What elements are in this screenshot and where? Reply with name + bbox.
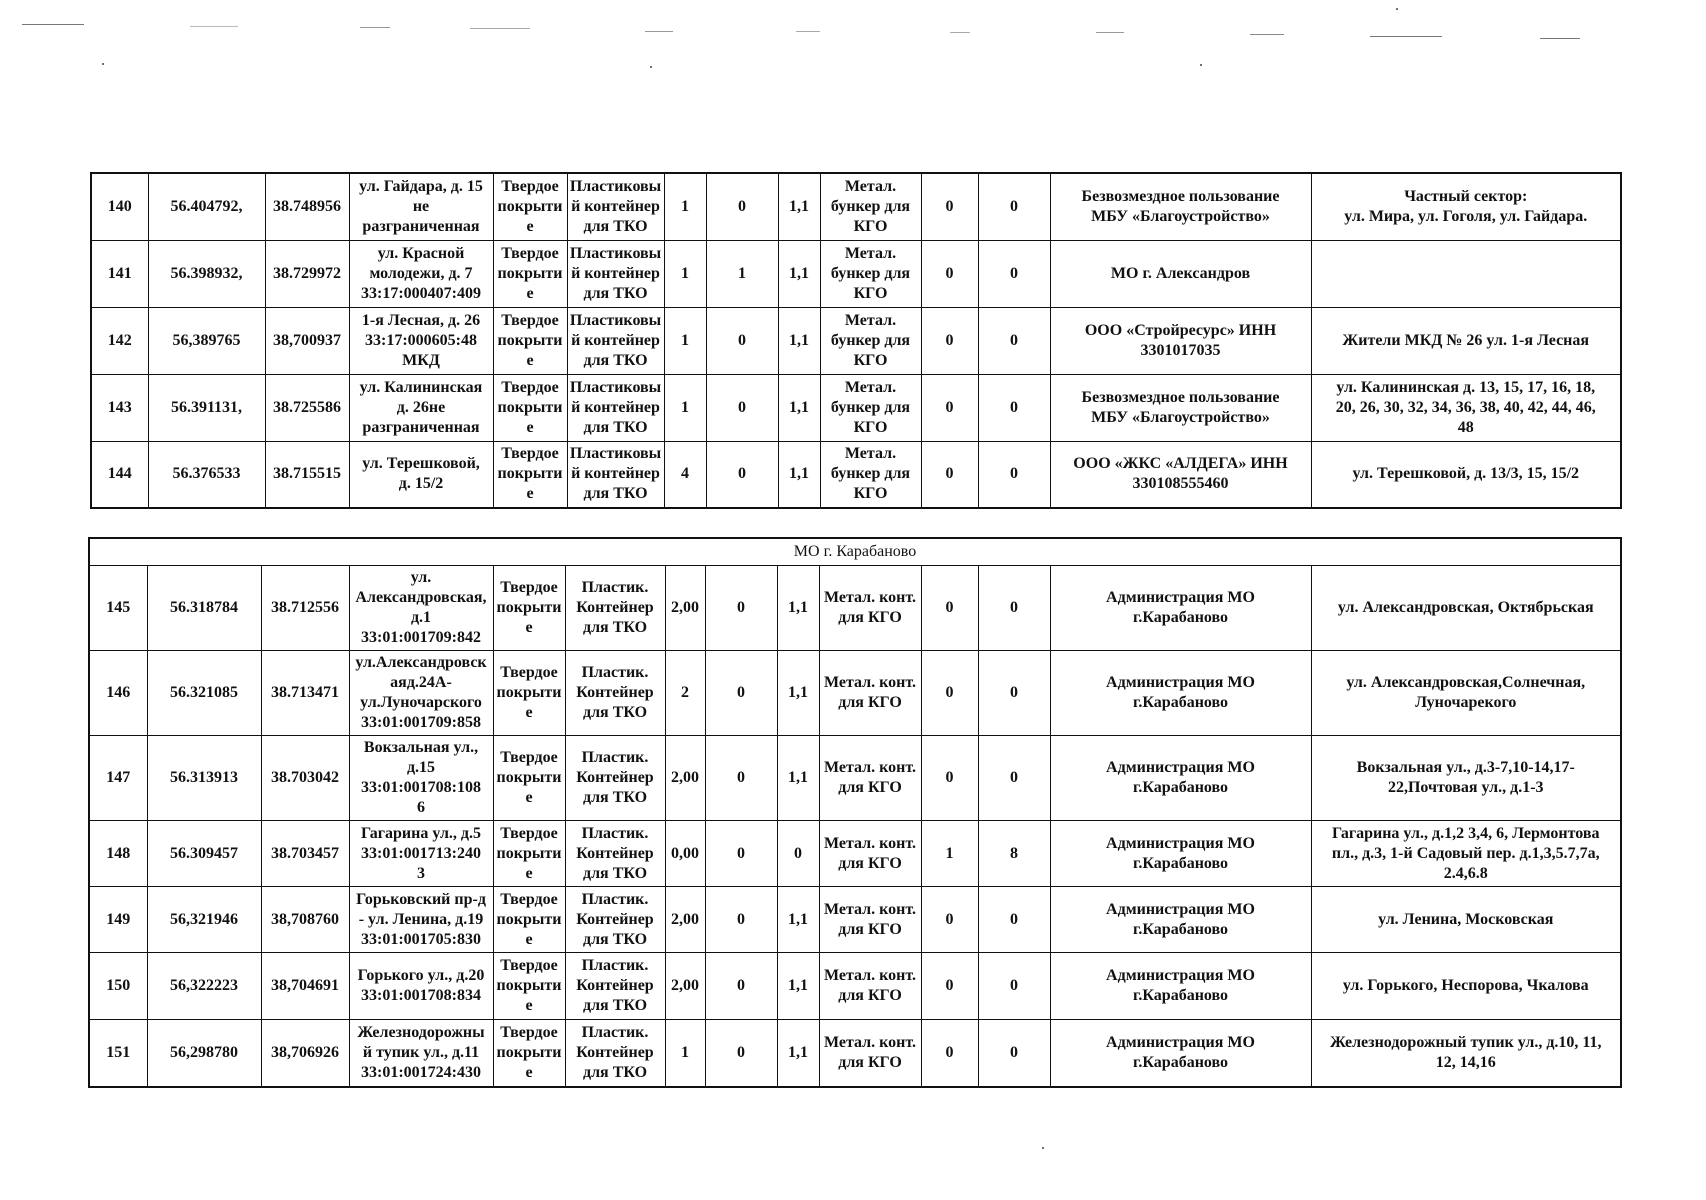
bulky-waste-volume-cell: 0 bbox=[978, 441, 1050, 508]
surface-type-cell: Твердое покрыти е bbox=[493, 821, 565, 887]
table-row bbox=[89, 566, 1621, 651]
planned-count-cell: 0 bbox=[705, 1020, 777, 1087]
surface-type-cell: Твердое покрыти е bbox=[493, 173, 567, 240]
planned-count-cell: 0 bbox=[705, 736, 777, 821]
container-type-cell: Пластиковы й контейнер для ТКО bbox=[567, 307, 664, 374]
address-cell: ул. Александровская, д.1 33:01:001709:842 bbox=[349, 566, 493, 651]
waste-sources-cell: Гагарина ул., д.1,2 3,4, 6, Лермонтова пл., д.3, 1-й Садовый пер. д.1,3,5.7,7а, 2.4,6.8 bbox=[1311, 821, 1621, 887]
bulky-waste-container-cell: Метал. бункер для КГО bbox=[820, 374, 921, 441]
scan-artifact bbox=[360, 27, 390, 28]
scan-artifact bbox=[1096, 32, 1124, 33]
planned-count-cell: 1 bbox=[706, 240, 778, 307]
longitude-cell: 38.713471 bbox=[261, 651, 349, 736]
container-count-cell: 1 bbox=[665, 1020, 705, 1087]
latitude-cell: 56,389765 bbox=[148, 307, 265, 374]
planned-count-cell: 0 bbox=[705, 887, 777, 953]
latitude-cell: 56,298780 bbox=[147, 1020, 261, 1087]
longitude-cell: 38,704691 bbox=[261, 953, 349, 1020]
waste-sources-cell: ул. Ленина, Московская bbox=[1311, 887, 1621, 953]
owner-cell: Администрация МО г.Карабаново bbox=[1050, 1020, 1311, 1087]
container-volume-cell: 0 bbox=[777, 821, 819, 887]
container-type-cell: Пластик. Контейнер для ТКО bbox=[565, 953, 665, 1020]
address-cell: ул. Красной молодежи, д. 7 33:17:000407:409 bbox=[349, 240, 493, 307]
planned-count-cell: 0 bbox=[706, 173, 778, 240]
longitude-cell: 38.715515 bbox=[265, 441, 349, 508]
bulky-waste-container-cell: Метал. конт. для КГО bbox=[819, 887, 921, 953]
planned-count-cell: 0 bbox=[705, 953, 777, 1020]
bulky-waste-container-cell: Метал. бункер для КГО bbox=[820, 173, 921, 240]
container-count-cell: 2,00 bbox=[665, 953, 705, 1020]
bulky-waste-volume-cell: 0 bbox=[978, 953, 1050, 1020]
latitude-cell: 56.309457 bbox=[147, 821, 261, 887]
row-number-cell: 151 bbox=[89, 1020, 147, 1087]
container-type-cell: Пластик. Контейнер для ТКО bbox=[565, 887, 665, 953]
container-type-cell: Пластик. Контейнер для ТКО bbox=[565, 651, 665, 736]
registry-table-karabanovo bbox=[88, 537, 1622, 1088]
registry-table-body bbox=[91, 173, 1621, 508]
table-row bbox=[91, 441, 1621, 508]
container-count-cell: 1 bbox=[664, 374, 706, 441]
table-row bbox=[89, 651, 1621, 736]
bulky-waste-container-cell: Метал. бункер для КГО bbox=[820, 441, 921, 508]
container-volume-cell: 1,1 bbox=[777, 887, 819, 953]
address-cell: 1-я Лесная, д. 26 33:17:000605:48 МКД bbox=[349, 307, 493, 374]
address-cell: Горького ул., д.20 33:01:001708:834 bbox=[349, 953, 493, 1020]
container-volume-cell: 1,1 bbox=[778, 173, 820, 240]
latitude-cell: 56.404792, bbox=[148, 173, 265, 240]
surface-type-cell: Твердое покрыти е bbox=[493, 566, 565, 651]
table-row bbox=[89, 1020, 1621, 1087]
waste-sources-cell: Вокзальная ул., д.3-7,10-14,17- 22,Почтовая ул., д.1-3 bbox=[1311, 736, 1621, 821]
longitude-cell: 38,708760 bbox=[261, 887, 349, 953]
planned-count-cell: 0 bbox=[706, 441, 778, 508]
planned-count-cell: 0 bbox=[706, 307, 778, 374]
row-number-cell: 147 bbox=[89, 736, 147, 821]
address-cell: Вокзальная ул., д.15 33:01:001708:108 6 bbox=[349, 736, 493, 821]
section-header-row bbox=[89, 538, 1621, 566]
waste-sources-cell bbox=[1311, 240, 1621, 307]
row-number-cell: 146 bbox=[89, 651, 147, 736]
scan-artifact bbox=[1370, 36, 1442, 37]
container-count-cell: 1 bbox=[664, 240, 706, 307]
scan-artifact bbox=[1250, 34, 1284, 35]
latitude-cell: 56.321085 bbox=[147, 651, 261, 736]
owner-cell: Администрация МО г.Карабаново bbox=[1050, 887, 1311, 953]
owner-cell: Администрация МО г.Карабаново bbox=[1050, 736, 1311, 821]
longitude-cell: 38,706926 bbox=[261, 1020, 349, 1087]
bulky-waste-container-cell: Метал. конт. для КГО bbox=[819, 651, 921, 736]
latitude-cell: 56.398932, bbox=[148, 240, 265, 307]
row-number-cell: 144 bbox=[91, 441, 148, 508]
row-number-cell: 140 bbox=[91, 173, 148, 240]
waste-sources-cell: Частный сектор: ул. Мира, ул. Гоголя, ул. Гайдара. bbox=[1311, 173, 1621, 240]
container-count-cell: 2,00 bbox=[665, 736, 705, 821]
bulky-waste-count-cell: 0 bbox=[921, 566, 978, 651]
address-cell: ул. Терешковой, д. 15/2 bbox=[349, 441, 493, 508]
container-type-cell: Пластик. Контейнер для ТКО bbox=[565, 1020, 665, 1087]
scan-artifact bbox=[650, 66, 652, 68]
scan-artifact bbox=[1396, 8, 1398, 10]
container-volume-cell: 1,1 bbox=[777, 1020, 819, 1087]
bulky-waste-count-cell: 0 bbox=[921, 240, 978, 307]
scan-artifact bbox=[102, 63, 104, 65]
scan-artifact bbox=[796, 31, 820, 32]
latitude-cell: 56,322223 bbox=[147, 953, 261, 1020]
owner-cell: Безвозмездное пользование МБУ «Благоустройство» bbox=[1050, 374, 1311, 441]
latitude-cell: 56.391131, bbox=[148, 374, 265, 441]
registry-table-body bbox=[89, 538, 1621, 1087]
bulky-waste-volume-cell: 0 bbox=[978, 566, 1050, 651]
container-count-cell: 1 bbox=[664, 173, 706, 240]
bulky-waste-count-cell: 0 bbox=[921, 374, 978, 441]
table-row bbox=[89, 953, 1621, 1020]
bulky-waste-volume-cell: 0 bbox=[978, 887, 1050, 953]
scan-artifact bbox=[1042, 1147, 1044, 1149]
bulky-waste-container-cell: Метал. конт. для КГО bbox=[819, 953, 921, 1020]
surface-type-cell: Твердое покрыти е bbox=[493, 1020, 565, 1087]
latitude-cell: 56,321946 bbox=[147, 887, 261, 953]
bulky-waste-count-cell: 1 bbox=[921, 821, 978, 887]
container-count-cell: 2,00 bbox=[665, 887, 705, 953]
bulky-waste-volume-cell: 0 bbox=[978, 736, 1050, 821]
bulky-waste-volume-cell: 0 bbox=[978, 374, 1050, 441]
container-count-cell: 4 bbox=[664, 441, 706, 508]
longitude-cell: 38.703457 bbox=[261, 821, 349, 887]
address-cell: ул.Александровск аяд.24А- ул.Луночарского 33:01:001709:858 bbox=[349, 651, 493, 736]
planned-count-cell: 0 bbox=[705, 566, 777, 651]
container-volume-cell: 1,1 bbox=[778, 374, 820, 441]
bulky-waste-volume-cell: 0 bbox=[978, 240, 1050, 307]
table-row bbox=[89, 887, 1621, 953]
surface-type-cell: Твердое покрыти е bbox=[493, 441, 567, 508]
container-type-cell: Пластиковы й контейнер для ТКО bbox=[567, 240, 664, 307]
latitude-cell: 56.376533 bbox=[148, 441, 265, 508]
surface-type-cell: Твердое покрыти е bbox=[493, 736, 565, 821]
scan-artifact bbox=[22, 24, 84, 25]
bulky-waste-count-cell: 0 bbox=[921, 173, 978, 240]
latitude-cell: 56.318784 bbox=[147, 566, 261, 651]
row-number-cell: 149 bbox=[89, 887, 147, 953]
planned-count-cell: 0 bbox=[706, 374, 778, 441]
container-volume-cell: 1,1 bbox=[777, 736, 819, 821]
bulky-waste-volume-cell: 0 bbox=[978, 651, 1050, 736]
container-volume-cell: 1,1 bbox=[777, 566, 819, 651]
bulky-waste-count-cell: 0 bbox=[921, 1020, 978, 1087]
bulky-waste-count-cell: 0 bbox=[921, 887, 978, 953]
owner-cell: Администрация МО г.Карабаново bbox=[1050, 821, 1311, 887]
surface-type-cell: Твердое покрыти е bbox=[493, 651, 565, 736]
longitude-cell: 38,700937 bbox=[265, 307, 349, 374]
scan-artifact bbox=[190, 26, 238, 27]
bulky-waste-container-cell: Метал. бункер для КГО bbox=[820, 240, 921, 307]
container-volume-cell: 1,1 bbox=[778, 441, 820, 508]
owner-cell: Безвозмездное пользование МБУ «Благоустройство» bbox=[1050, 173, 1311, 240]
scan-artifact bbox=[645, 31, 673, 32]
container-type-cell: Пластиковы й контейнер для ТКО bbox=[567, 441, 664, 508]
container-volume-cell: 1,1 bbox=[778, 307, 820, 374]
bulky-waste-count-cell: 0 bbox=[921, 736, 978, 821]
bulky-waste-container-cell: Метал. конт. для КГО bbox=[819, 736, 921, 821]
bulky-waste-count-cell: 0 bbox=[921, 441, 978, 508]
address-cell: Горьковский пр-д - ул. Ленина, д.19 33:01:001705:830 bbox=[349, 887, 493, 953]
waste-sources-cell: Жители МКД № 26 ул. 1-я Лесная bbox=[1311, 307, 1621, 374]
row-number-cell: 143 bbox=[91, 374, 148, 441]
container-volume-cell: 1,1 bbox=[778, 240, 820, 307]
owner-cell: Администрация МО г.Карабаново bbox=[1050, 953, 1311, 1020]
bulky-waste-count-cell: 0 bbox=[921, 651, 978, 736]
scan-artifact bbox=[470, 28, 530, 29]
longitude-cell: 38.729972 bbox=[265, 240, 349, 307]
container-type-cell: Пластик. Контейнер для ТКО bbox=[565, 821, 665, 887]
bulky-waste-container-cell: Метал. конт. для КГО bbox=[819, 566, 921, 651]
container-type-cell: Пластиковы й контейнер для ТКО bbox=[567, 374, 664, 441]
bulky-waste-count-cell: 0 bbox=[921, 307, 978, 374]
surface-type-cell: Твердое покрыти е bbox=[493, 240, 567, 307]
bulky-waste-container-cell: Метал. конт. для КГО bbox=[819, 821, 921, 887]
table-row bbox=[89, 736, 1621, 821]
waste-sources-cell: ул. Калининская д. 13, 15, 17, 16, 18, 20, 26, 30, 32, 34, 36, 38, 40, 42, 44, 46, 48 bbox=[1311, 374, 1621, 441]
container-count-cell: 0,00 bbox=[665, 821, 705, 887]
row-number-cell: 148 bbox=[89, 821, 147, 887]
bulky-waste-volume-cell: 0 bbox=[978, 1020, 1050, 1087]
scan-artifact bbox=[950, 32, 970, 33]
container-type-cell: Пластиковы й контейнер для ТКО bbox=[567, 173, 664, 240]
row-number-cell: 145 bbox=[89, 566, 147, 651]
surface-type-cell: Твердое покрыти е bbox=[493, 307, 567, 374]
address-cell: ул. Калининская д. 26не разграниченная bbox=[349, 374, 493, 441]
longitude-cell: 38.725586 bbox=[265, 374, 349, 441]
planned-count-cell: 0 bbox=[705, 651, 777, 736]
table-row bbox=[91, 173, 1621, 240]
scan-artifact bbox=[1200, 64, 1202, 66]
waste-sources-cell: ул. Александровская,Солнечная, Луночарекого bbox=[1311, 651, 1621, 736]
table-row bbox=[89, 821, 1621, 887]
waste-sources-cell: ул. Терешковой, д. 13/3, 15, 15/2 bbox=[1311, 441, 1621, 508]
owner-cell: ООО «Стройресурс» ИНН 3301017035 bbox=[1050, 307, 1311, 374]
container-volume-cell: 1,1 bbox=[777, 651, 819, 736]
container-count-cell: 2,00 bbox=[665, 566, 705, 651]
address-cell: Железнодорожны й тупик ул., д.11 33:01:001724:430 bbox=[349, 1020, 493, 1087]
container-count-cell: 2 bbox=[665, 651, 705, 736]
table-row bbox=[91, 307, 1621, 374]
scan-artifact bbox=[1540, 38, 1580, 39]
container-volume-cell: 1,1 bbox=[777, 953, 819, 1020]
surface-type-cell: Твердое покрыти е bbox=[493, 374, 567, 441]
bulky-waste-volume-cell: 0 bbox=[978, 307, 1050, 374]
surface-type-cell: Твердое покрыти е bbox=[493, 887, 565, 953]
row-number-cell: 142 bbox=[91, 307, 148, 374]
container-type-cell: Пластик. Контейнер для ТКО bbox=[565, 736, 665, 821]
bulky-waste-volume-cell: 8 bbox=[978, 821, 1050, 887]
container-count-cell: 1 bbox=[664, 307, 706, 374]
owner-cell: МО г. Александров bbox=[1050, 240, 1311, 307]
address-cell: Гагарина ул., д.5 33:01:001713:240 3 bbox=[349, 821, 493, 887]
row-number-cell: 150 bbox=[89, 953, 147, 1020]
row-number-cell: 141 bbox=[91, 240, 148, 307]
owner-cell: ООО «ЖКС «АЛДЕГА» ИНН 330108555460 bbox=[1050, 441, 1311, 508]
bulky-waste-container-cell: Метал. бункер для КГО bbox=[820, 307, 921, 374]
waste-sources-cell: ул. Александровская, Октябрьская bbox=[1311, 566, 1621, 651]
waste-sources-cell: Железнодорожный тупик ул., д.10, 11, 12, 14,16 bbox=[1311, 1020, 1621, 1087]
longitude-cell: 38.712556 bbox=[261, 566, 349, 651]
owner-cell: Администрация МО г.Карабаново bbox=[1050, 566, 1311, 651]
longitude-cell: 38.748956 bbox=[265, 173, 349, 240]
table-row bbox=[91, 240, 1621, 307]
registry-table-alexandrov bbox=[90, 172, 1622, 509]
longitude-cell: 38.703042 bbox=[261, 736, 349, 821]
latitude-cell: 56.313913 bbox=[147, 736, 261, 821]
bulky-waste-container-cell: Метал. конт. для КГО bbox=[819, 1020, 921, 1087]
bulky-waste-volume-cell: 0 bbox=[978, 173, 1050, 240]
table-row bbox=[91, 374, 1621, 441]
container-type-cell: Пластик. Контейнер для ТКО bbox=[565, 566, 665, 651]
surface-type-cell: Твердое покрыти е bbox=[493, 953, 565, 1020]
planned-count-cell: 0 bbox=[705, 821, 777, 887]
bulky-waste-count-cell: 0 bbox=[921, 953, 978, 1020]
section-title: МО г. Карабаново bbox=[89, 538, 1621, 566]
address-cell: ул. Гайдара, д. 15 не разграниченная bbox=[349, 173, 493, 240]
owner-cell: Администрация МО г.Карабаново bbox=[1050, 651, 1311, 736]
waste-sources-cell: ул. Горького, Неспорова, Чкалова bbox=[1311, 953, 1621, 1020]
